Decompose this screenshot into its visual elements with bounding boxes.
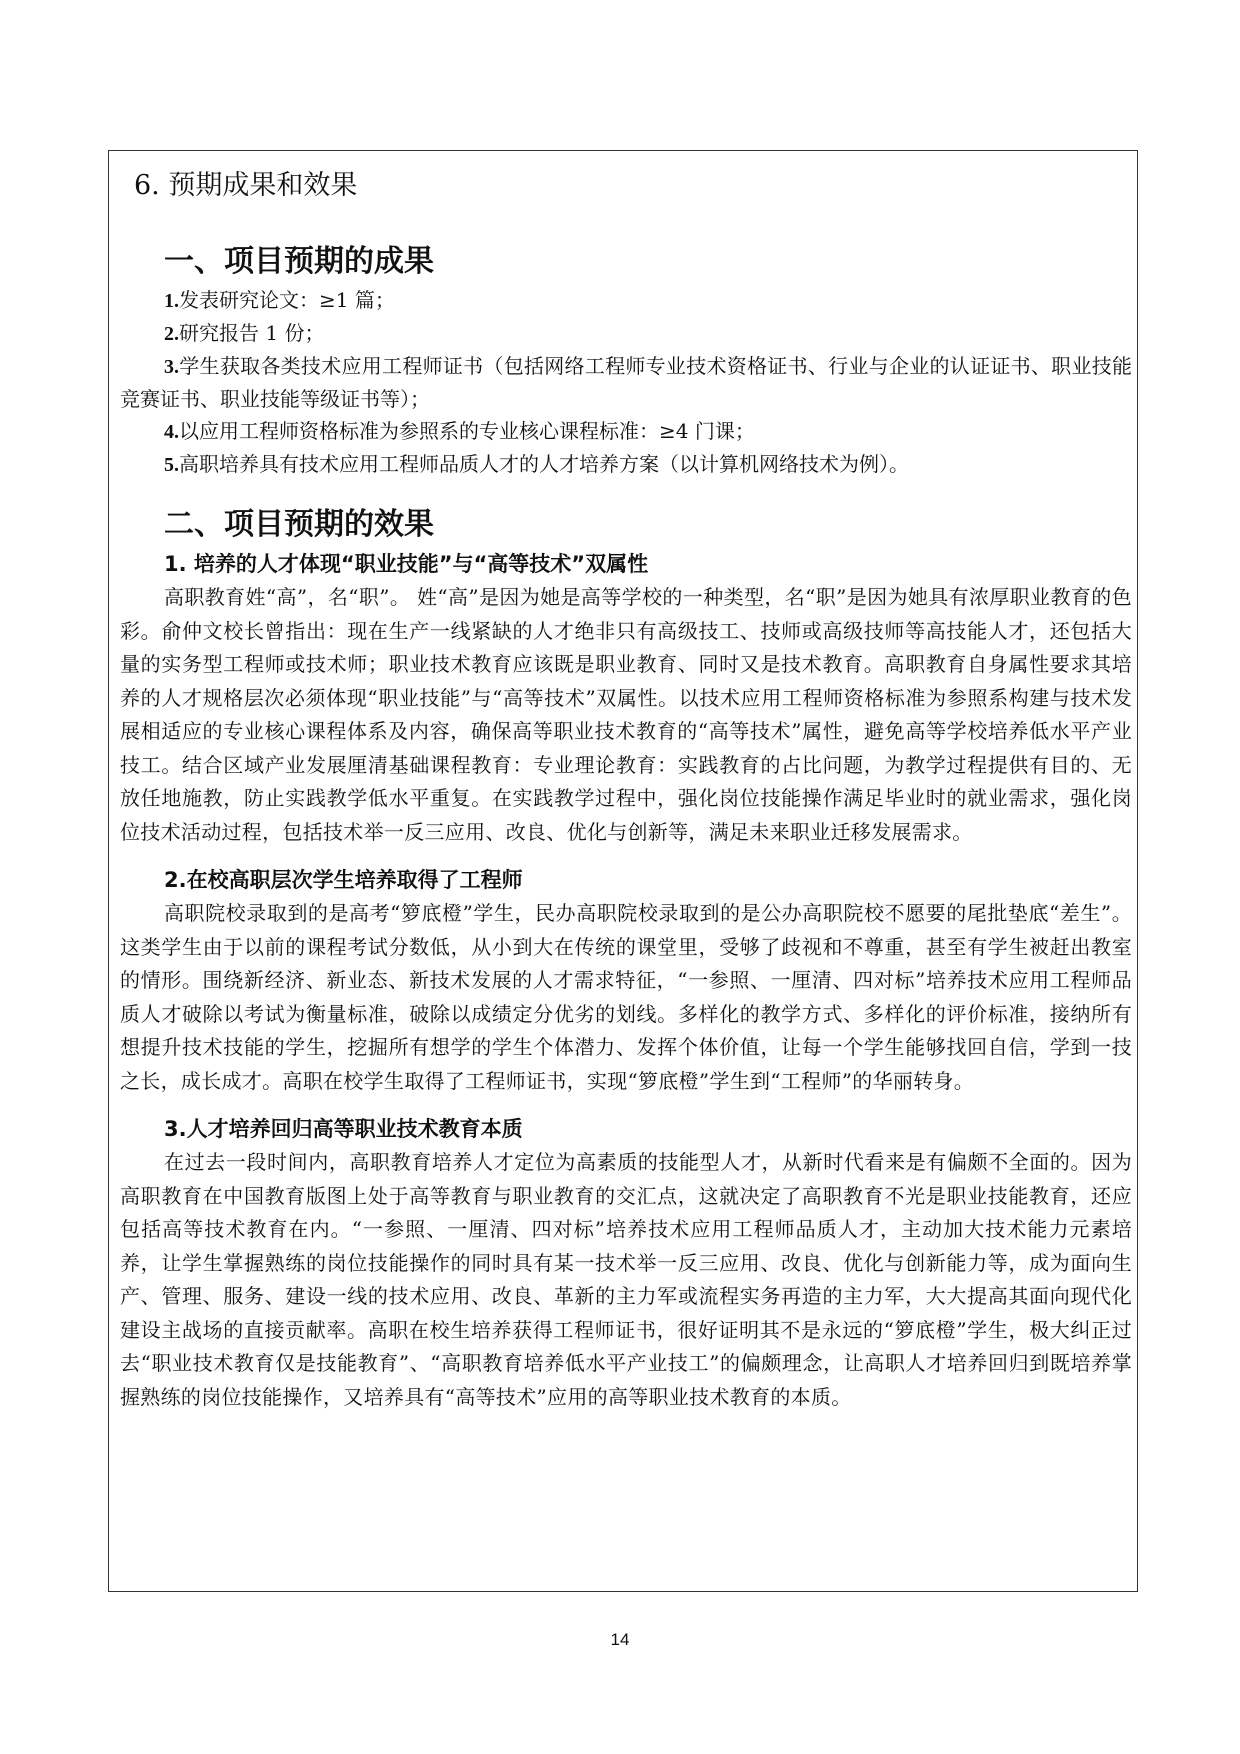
section-title: 6. 预期成果和效果 xyxy=(134,170,358,201)
subsection-title: 2.在校高职层次学生培养取得了工程师 xyxy=(164,868,523,892)
subsection-body: 高职院校录取到的是高考“箩底橙”学生，民办高职院校录取到的是公办高职院校不愿要的尾批垫底“差生”。这类学生由于以前的课程考试分数低，从小到大在传统的课堂里，受够了歧视和不尊重，甚至有学生被赶出教室的情形。围绕新经济、新业态、新技术发展的人才需求特征，“一参照、一厘清、四对标”培养技术应用工程师品质人才破除以考试为衡量标准，破除以成绩定分优劣的划线。多样化的教学方式、多样化的评价标准，接纳所有想提升技术技能的学生，挖掘所有想学的学生个体潜力、发挥个体价值，让每一个学生能够找回自信，学到一技之长，成长成才。高职在校学生取得了工程师证书，实现“箩底橙”学生到“工程师”的华丽转身。 xyxy=(120,901,1132,1093)
item-number: 1. xyxy=(164,290,179,312)
document-body xyxy=(120,160,1132,1414)
item-text: 高职培养具有技术应用工程师品质人才的人才培养方案（以计算机网络技术为例）。 xyxy=(179,452,909,476)
list-item xyxy=(120,350,1132,415)
subsection-body: 高职教育姓“高”，名“职”。 姓“高”是因为她是高等学校的一种类型，名“职”是因为她具有浓厚职业教育的色彩。俞仲文校长曾指出：现在生产一线紧缺的人才绝非只有高级技工、技师或高级技师等高技能人才，还包括大量的实务型工程师或技术师；职业技术教育应该既是职业教育、同时又是技术教育。高职教育自身属性要求其培养的人才规格层次必须体现“职业技能”与“高等技术”双属性。以技术应用工程师资格标准为参照系构建与技术发展相适应的专业核心课程体系及内容，确保高等职业技术教育的“高等技术”属性，避免高等学校培养低水平产业技工。结合区域产业发展厘清基础课程教育：专业理论教育：实践教育的占比问题，为教学过程提供有目的、无放任地施教，防止实践教学低水平重复。在实践教学过程中，强化岗位技能操作满足毕业时的就业需求，强化岗位技术活动过程，包括技术举一反三应用、改良、优化与创新等，满足未来职业迁移发展需求。 xyxy=(120,585,1132,844)
list-item xyxy=(120,415,1132,448)
part1-heading: 一、项目预期的成果 xyxy=(164,244,434,279)
item-text: 学生获取各类技术应用工程师证书（包括网络工程师专业技术资格证书、行业与企业的认证证书、职业技能竞赛证书、职业技能等级证书等）； xyxy=(120,354,1132,411)
item-number: 4. xyxy=(164,421,179,443)
item-number: 5. xyxy=(164,454,179,476)
list-item xyxy=(120,284,1132,317)
subsection-title: 1. 培养的人才体现“职业技能”与“高等技术”双属性 xyxy=(164,552,649,576)
list-item xyxy=(120,317,1132,350)
item-number: 3. xyxy=(164,356,179,378)
page-number: 14 xyxy=(610,1630,630,1649)
list-item xyxy=(120,448,1132,481)
subsection-body: 在过去一段时间内，高职教育培养人才定位为高素质的技能型人才，从新时代看来是有偏颇不全面的。因为高职教育在中国教育版图上处于高等教育与职业教育的交汇点，这就决定了高职教育不光是职业技能教育，还应包括高等技术教育在内。“一参照、一厘清、四对标”培养技术应用工程师品质人才，主动加大技术能力元素培养，让学生掌握熟练的岗位技能操作的同时具有某一技术举一反三应用、改良、优化与创新能力等，成为面向生产、管理、服务、建设一线的技术应用、改良、革新的主力军或流程实务再造的主力军，大大提高其面向现代化建设主战场的直接贡献率。高职在校生培养获得工程师证书，很好证明其不是永远的“箩底橙”学生，极大纠正过去“职业技术教育仅是技能教育”、“高职教育培养低水平产业技工”的偏颇理念，让高职人才培养回归到既培养掌握熟练的岗位技能操作，又培养具有“高等技术”应用的高等职业技术教育的本质。 xyxy=(120,1150,1132,1409)
item-number: 2. xyxy=(164,323,179,345)
part2-heading: 二、项目预期的效果 xyxy=(164,507,434,542)
item-text: 以应用工程师资格标准为参照系的专业核心课程标准：≥4 门课； xyxy=(179,419,755,443)
item-text: 研究报告 1 份； xyxy=(179,321,325,345)
subsection-title: 3.人才培养回归高等职业技术教育本质 xyxy=(164,1117,523,1141)
item-text: 发表研究论文：≥1 篇； xyxy=(179,288,395,312)
